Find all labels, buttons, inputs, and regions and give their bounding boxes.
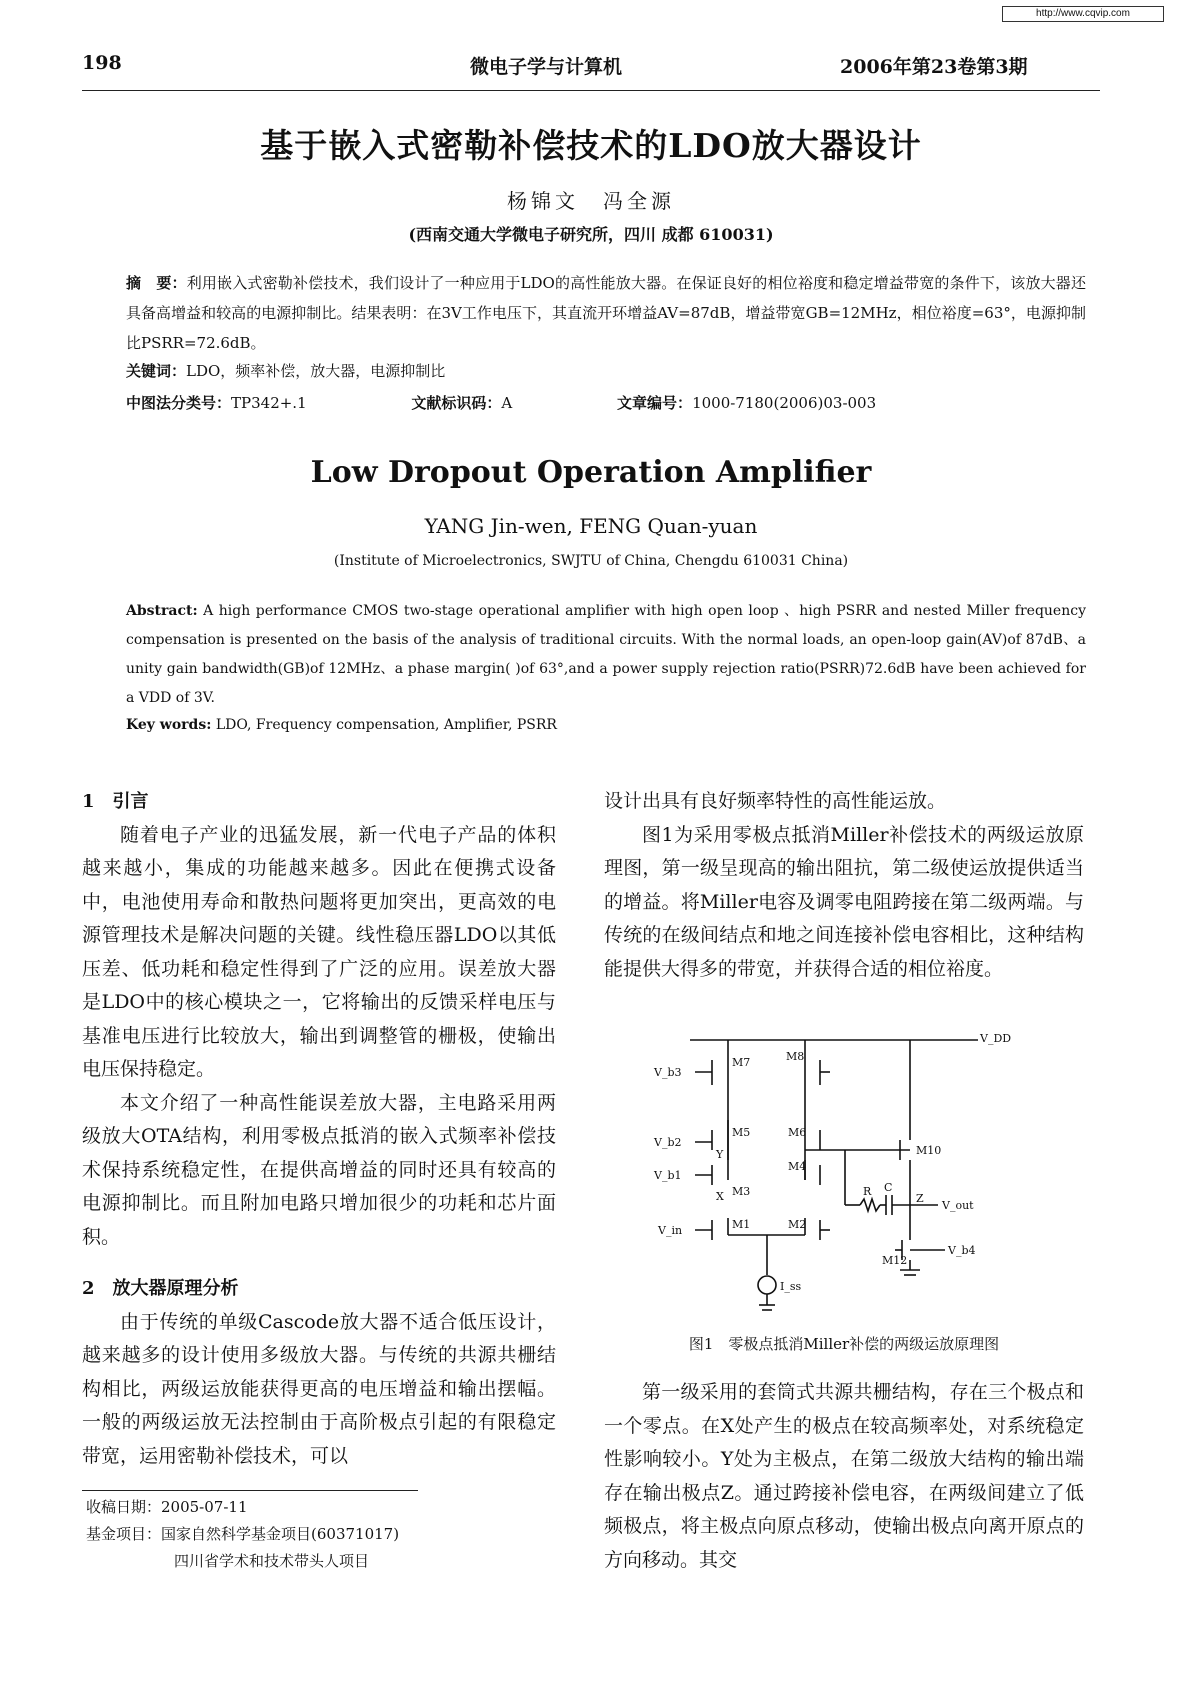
label-m2: M2	[788, 1218, 807, 1231]
doc-code: 文献标识码：A	[411, 394, 513, 412]
footnote-fund-2: 四川省学术和技术带头人项目	[174, 1552, 370, 1570]
label-y: Y	[716, 1148, 724, 1161]
abstract-cn-text: 利用嵌入式密勒补偿技术，我们设计了一种应用于LDO的高性能放大器。在保证良好的相位裕度和稳定增益带宽的条件下，该放大器还具备高增益和较高的电源抑制比。结果表明：在3V工作电压下，其直流开环增益AV=87dB，增益带宽GB=12MHz，相位裕度=63°，电源抑制比PSRR=72.6dB。	[126, 274, 1086, 352]
keywords-en-text: LDO, Frequency compensation, Amplifier, PSRR	[211, 717, 557, 733]
label-m12: M12	[882, 1254, 908, 1267]
page-number: 198	[82, 52, 122, 74]
label-m7: M7	[732, 1056, 751, 1069]
label-vb4: V_b4	[948, 1244, 976, 1257]
label-m4: M4	[788, 1160, 807, 1173]
keywords-cn-label: 关键词：	[126, 362, 187, 380]
label-m6: M6	[788, 1126, 807, 1139]
right-paragraph-2: 第一级采用的套筒式共源共栅结构，存在三个极点和一个零点。在X处产生的极点在较高频率处，对系统稳定性影响较小。Y处为主极点，在第二级放大结构的输出端存在输出极点Z。通过跨接补偿电容，在两级间建立了低频极点，将主极点向原点移动，使输出极点向离开原点的方向移动。其交	[604, 1381, 1084, 1571]
footnote-fund: 基金项目：国家自然科学基金项目(60371017)	[86, 1525, 400, 1543]
keywords-cn	[126, 360, 445, 381]
paper-title-en: Low Dropout Operation Amplifier	[310, 455, 872, 490]
abstract-en	[126, 597, 1086, 713]
right-column-bottom	[604, 1376, 1084, 1577]
clc-code: 中图法分类号：TP342+.1	[126, 394, 307, 412]
right-paragraph-0: 设计出具有良好频率特性的高性能运放。	[604, 790, 947, 812]
keywords-en	[126, 717, 557, 733]
figure-1-schematic	[654, 1030, 1040, 1320]
figure-1-caption: 图1 零极点抵消Miller补偿的两级运放原理图	[688, 1335, 1000, 1353]
section-1-heading: 1 引言	[82, 791, 149, 812]
paper-title-cn: 基于嵌入式密勒补偿技术的LDO放大器设计	[260, 126, 922, 165]
label-z: Z	[916, 1192, 924, 1205]
abstract-en-label: Abstract:	[126, 603, 198, 619]
label-m1: M1	[732, 1218, 751, 1231]
right-column-top	[604, 785, 1084, 986]
abstract-en-text: A high performance CMOS two-stage operational amplifier with high open loop 、high PSRR and nested Miller frequency compensation is presented on the basis of the analysis of traditional circuits. With the normal loads, an open-loop gain(AV)of 87dB、a unity gain bandwidth(GB)of 12MHz、a phase margin( )of 63°,and a power supply rejection ratio(PSRR)72.6dB have been achieved for a VDD of 3V.	[126, 603, 1086, 706]
label-vin: V_in	[658, 1224, 683, 1237]
header-rule	[82, 90, 1100, 91]
article-code: 文章编号：1000-7180(2006)03-003	[617, 394, 877, 412]
right-paragraph-1: 图1为采用零极点抵消Miller补偿技术的两级运放原理图，第一级呈现高的输出阻抗，第二级使运放提供适当的增益。将Miller电容及调零电阻跨接在第二级两端。与传统的在级间结点和地之间连接补偿电容相比，这种结构能提供大得多的带宽，并获得合适的相位裕度。	[604, 823, 1084, 980]
label-vb1: V_b1	[654, 1169, 682, 1182]
journal-name: 微电子学与计算机	[470, 56, 623, 78]
footnotes	[86, 1494, 399, 1575]
journal-issue: 2006年第23卷第3期	[840, 56, 1028, 78]
authors-en: YANG Jin-wen, FENG Quan-yuan	[424, 514, 758, 538]
section-1-paragraph-1: 随着电子产业的迅猛发展，新一代电子产品的体积越来越小，集成的功能越来越多。因此在便携式设备中，电池使用寿命和散热问题将更加突出，更高效的电源管理技术是解决问题的关键。线性稳压器LDO以其低压差、低功耗和稳定性得到了广泛的应用。误差放大器是LDO中的核心模块之一，它将输出的反馈采样电压与基准电压进行比较放大，输出到调整管的栅极，使输出电压保持稳定。	[82, 823, 556, 1080]
classification-line	[126, 392, 976, 413]
label-m3: M3	[732, 1185, 751, 1198]
label-m8: M8	[786, 1050, 805, 1063]
section-2-heading: 2 放大器原理分析	[82, 1278, 239, 1299]
abstract-cn	[126, 268, 1086, 358]
keywords-en-label: Key words:	[126, 717, 212, 733]
label-x: X	[716, 1190, 724, 1203]
section-1-paragraph-2: 本文介绍了一种高性能误差放大器，主电路采用两级放大OTA结构，利用零极点抵消的嵌入式频率补偿技术保持系统稳定性，在提供高增益的同时还具有较高的电源抑制比。而且附加电路只增加很少的功耗和芯片面积。	[82, 1091, 556, 1248]
label-m10: M10	[916, 1144, 942, 1157]
label-vdd: V_DD	[980, 1032, 1012, 1045]
affiliation-cn: (西南交通大学微电子研究所，四川 成都 610031)	[408, 225, 774, 244]
abstract-cn-label: 摘 要：	[126, 274, 187, 292]
section-2-paragraph-1: 由于传统的单级Cascode放大器不适合低压设计，越来越多的设计使用多级放大器。与传统的共源共栅结构相比，两级运放能获得更高的电压增益和输出摆幅。一般的两级运放无法控制由于高阶极点引起的有限稳定带宽，运用密勒补偿技术，可以	[82, 1310, 556, 1467]
source-url: http://www.cqvip.com	[1002, 6, 1164, 22]
label-vb3: V_b3	[654, 1066, 682, 1079]
affiliation-en: (Institute of Microelectronics, SWJTU of China, Chengdu 610031 China)	[333, 553, 849, 569]
label-m5: M5	[732, 1126, 751, 1139]
left-column	[82, 785, 556, 1473]
label-vb2: V_b2	[654, 1136, 682, 1149]
label-iss: I_ss	[780, 1280, 802, 1293]
authors-cn: 杨锦文 冯全源	[507, 189, 675, 213]
label-r: R	[863, 1185, 872, 1198]
footnote-received: 收稿日期：2005-07-11	[86, 1498, 248, 1516]
label-vout: V_out	[942, 1199, 974, 1212]
keywords-cn-text: LDO，频率补偿，放大器，电源抑制比	[186, 362, 446, 380]
footnote-rule	[82, 1490, 418, 1491]
label-c: C	[884, 1181, 893, 1194]
